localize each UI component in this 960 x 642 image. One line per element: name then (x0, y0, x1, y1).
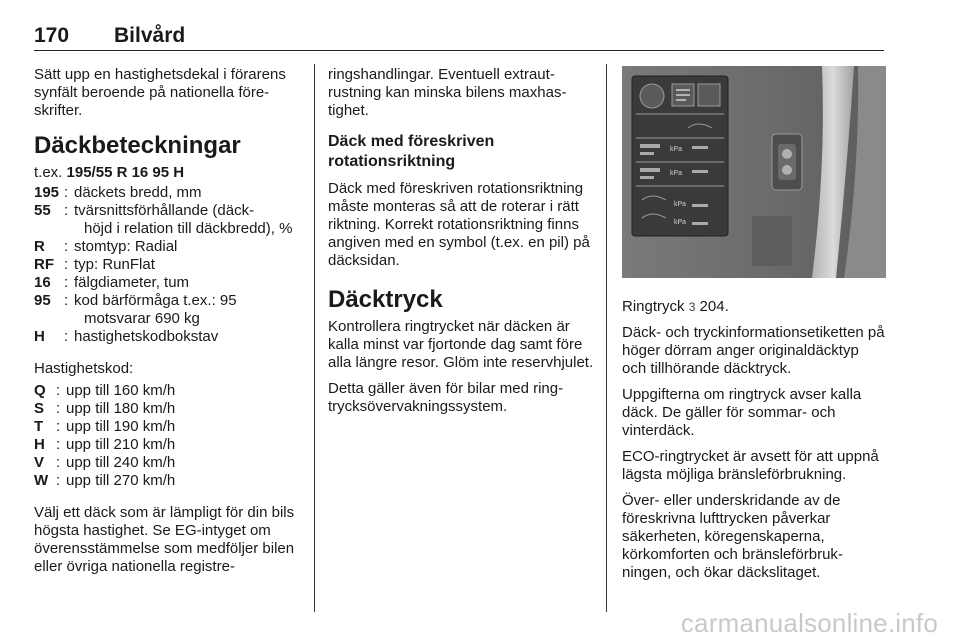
pressure-reference (622, 298, 886, 316)
pressure-paragraph-2: Detta gäller även för bilar med ringtrycksövervakningssystem. (328, 380, 564, 415)
page-header (34, 22, 884, 51)
tire-markings-heading: Däckbeteckningar (34, 132, 241, 159)
column-divider-1 (314, 64, 315, 612)
pressure-deviation-paragraph: Över- eller underskridande av de föreskrivna lufttrycken påverkar säkerheten, köregenskaperna, körkomforten och bränsleförbrukningen, och ökar däckslitaget. (622, 492, 843, 581)
speed-code-heading: Hastighetskod: (34, 360, 134, 377)
column-1 (34, 66, 304, 588)
label-kpa-1: kPa (670, 146, 683, 153)
column-3 (622, 66, 886, 594)
definition-item: 195 : däckets bredd, mm (34, 184, 202, 201)
example-code: 195/55 R 16 95 H (66, 164, 185, 181)
definition-item: 55 : tvärsnittsförhållande (däck- höjd i relation till däckbredd), % (34, 202, 293, 237)
definition-item: RF : typ: RunFlat (34, 256, 155, 273)
tire-code-example (34, 164, 304, 182)
reference-text: Ringtryck (622, 298, 685, 315)
definition-item: R : stomtyp: Radial (34, 238, 178, 255)
speed-code-item: W : upp till 270 km/h (34, 472, 176, 489)
tire-code-definitions (34, 184, 304, 346)
rotation-direction-heading (328, 132, 594, 172)
pressure-paragraph-1: Kontrollera ringtrycket när däcken är kalla minst var fjortonde dag samt före alla längre resor. Glöm inte reservhjulet. (328, 318, 594, 371)
label-info-paragraph: Däck- och tryckinformationsetiketten på höger dörram anger originaldäcktyp och tillhörande däcktryck. (622, 324, 885, 377)
heading-line-1: Däck med föreskriven (328, 133, 495, 150)
definition-item: 16 : fälgdiameter, tum (34, 274, 190, 291)
heading-line-2: rotationsriktning (328, 153, 456, 170)
speed-code-list (34, 382, 304, 490)
speed-code-item: Q : upp till 160 km/h (34, 382, 176, 399)
page-number: 170 (34, 24, 70, 47)
example-prefix: t.ex. (34, 164, 63, 181)
eco-pressure-paragraph: ECO-ringtrycket är avsett för att uppnå lägsta möjliga bränsleförbrukning. (622, 448, 879, 483)
label-kpa-3: kPa (674, 201, 687, 208)
tire-pressure-heading: Däcktryck (328, 286, 443, 313)
continuation-paragraph: ringshandlingar. Eventuell extrautrustning kan minska bilens maxhastighet. (328, 66, 567, 119)
watermark-brand: carmanualsonline.info (680, 608, 938, 638)
chapter-title: Bilvård (114, 24, 186, 47)
speed-code-item: S : upp till 180 km/h (34, 400, 176, 417)
page-reference-arrow-icon: 3 (688, 300, 696, 314)
intro-paragraph: Sätt upp en hastighetsdekal i förarens synfält beroende på nationella föreskrifter. (34, 66, 286, 119)
definition-item: H : hastighetskodbokstav (34, 328, 219, 345)
closing-paragraph: Välj ett däck som är lämpligt för din bils högsta hastighet. Se EG-intyget om överensstämmelse som medföljer bilen eller övriga nationella registre- (34, 504, 295, 575)
cold-tire-paragraph: Uppgifterna om ringtryck avser kalla däck. De gäller för sommar- och vinterdäck. (622, 386, 862, 439)
column-2 (328, 66, 594, 428)
reference-page-link[interactable]: 204. (699, 298, 729, 315)
door-frame-illustration (622, 66, 886, 278)
tire-pressure-label-photo (622, 66, 886, 278)
label-kpa-4: kPa (674, 219, 687, 226)
column-divider-2 (606, 64, 607, 612)
label-kpa-2: kPa (670, 170, 683, 177)
speed-code-item: T : upp till 190 km/h (34, 418, 176, 435)
speed-code-item: V : upp till 240 km/h (34, 454, 176, 471)
speed-code-item: H : upp till 210 km/h (34, 436, 176, 453)
rotation-paragraph: Däck med föreskriven rotationsriktning måste monteras så att de roterar i rätt riktning. Korrekt rotationsriktning finns angiven med en symbol (t.ex. en pil) på däcksidan. (328, 180, 590, 269)
definition-item: 95 : kod bärförmåga t.ex.: 95 motsvarar 690 kg (34, 292, 237, 327)
